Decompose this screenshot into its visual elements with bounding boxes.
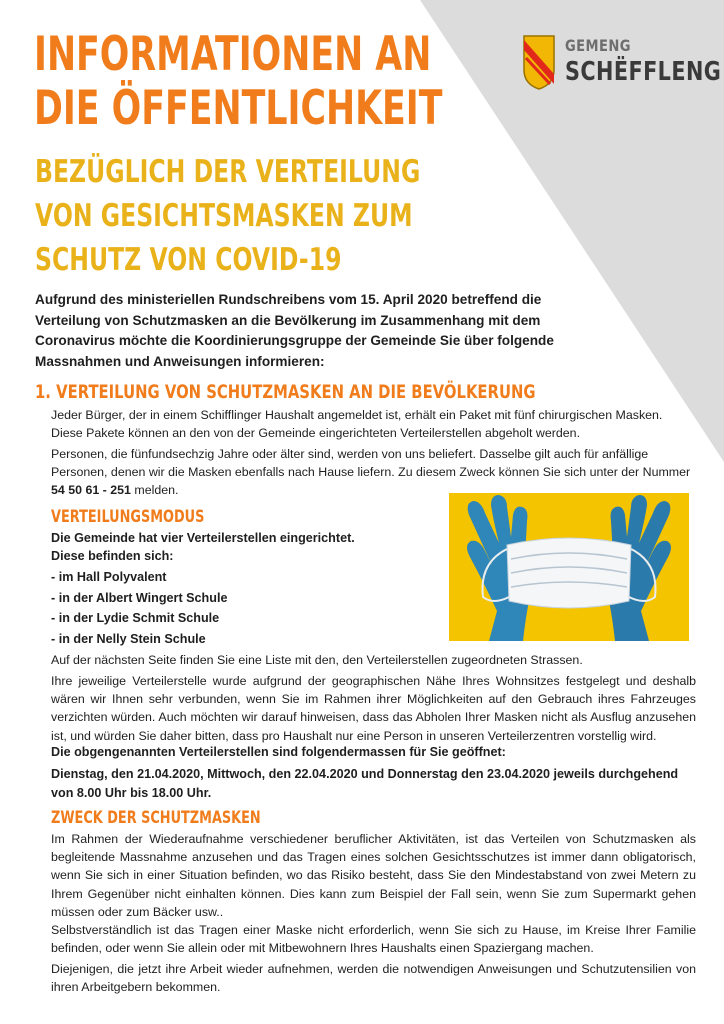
list-item: - in der Lydie Schmit Schule [51, 611, 220, 626]
zweck-paragraph2: Selbstverständlich ist das Tragen einer Maske nicht erforderlich, wenn Sie sich zu Hause, im Kreise Ihrer Familie befinden, oder wenn Sie allein oder mit Mitbewohnern Ihres Haushalts einen Spaziergang machen. [51, 923, 696, 956]
mask-photo [449, 493, 689, 641]
intro-paragraph: Aufgrund des ministeriellen Rundschreibens vom 15. April 2020 betreffend die Verteilung von Schutzmasken an die Bevölkerung im Zusammenhang mit dem Coronavirus möchte die Koordinierungsgruppe der Gemeinde Sie über folgende Massnahmen und Anweisungen informieren: [35, 292, 554, 369]
section1-paragraph2 [51, 445, 699, 500]
opening-intro: Die obgengenannten Verteilerstellen sind folgendermassen für Sie geöffnet: [51, 745, 506, 759]
municipality-logo [522, 32, 722, 92]
modus-list-paragraph: Auf der nächsten Seite finden Sie eine Liste mit den, den Verteilerstellen zugeordneten Strassen. [51, 653, 583, 667]
list-item: - in der Albert Wingert Schule [51, 590, 228, 605]
subtitle [35, 150, 420, 282]
modus-line1: Die Gemeinde hat vier Verteilerstellen eingerichtet. [51, 531, 355, 545]
section1-paragraph2-end: melden. [134, 483, 179, 498]
coat-of-arms-icon [522, 34, 556, 90]
zweck-heading: ZWECK DER SCHUTZMASKEN [51, 808, 261, 827]
opening-dates: Dienstag, den 21.04.2020, Mittwoch, den 22.04.2020 und Donnerstag den 23.04.2020 jeweils durchgehend von 8.00 Uhr bis 18.00 Uhr. [51, 767, 679, 800]
section1-paragraph1: Jeder Bürger, der in einem Schifflinger Haushalt angemeldet ist, erhält ein Paket mit fünf chirurgischen Masken. Diese Pakete können an den von der Gemeinde eingerichteten Verteilerstellen abgeholt werden. [51, 408, 663, 441]
main-title [34, 28, 442, 136]
subtitle-line3: SCHUTZ VON COVID-19 [35, 242, 342, 278]
distribution-points-list [51, 567, 227, 649]
title-line1: INFORMATIONEN AN [34, 27, 432, 82]
modus-line2: Diese befinden sich: [51, 549, 174, 563]
title-line2: DIE ÖFFENTLICHKEIT [34, 81, 443, 136]
list-item: - in der Nelly Stein Schule [51, 631, 206, 646]
logo-line1: GEMENG [565, 36, 631, 55]
subtitle-line2: VON GESICHTSMASKEN ZUM [35, 198, 413, 234]
list-item: - im Hall Polyvalent [51, 570, 167, 584]
section1-paragraph2-text: Personen, die fünfundsechzig Jahre oder älter sind, werden von uns beliefert. Dasselbe gilt auch für anfällige Personen, denen wir die Masken ebenfalls nach Hause liefern. Zu diesem Zweck können Sie sich unter der Nummer [51, 447, 691, 480]
phone-number: 54 50 61 - 251 [51, 483, 131, 498]
modus-info-paragraph: Ihre jeweilige Verteilerstelle wurde aufgrund der geographischen Nähe Ihres Wohnsitzes festgelegt und deshalb wären wir Ihnen sehr verbunden, wenn Sie im Rahmen ihrer Möglichkeiten auf den Gebrauch ihres Fahrzeuges verzichten würden. Auch möchten wir darauf hinweisen, dass das Abholen Ihrer Masken nicht als Ausflug anzusehen ist, und würden Sie daher bitten, dass pro Haushalt nur eine Person in unseren Verteilerzentren vorstellig wird. [51, 674, 696, 743]
section1-heading: 1. VERTEILUNG VON SCHUTZMASKEN AN DIE BEVÖLKERUNG [35, 381, 536, 403]
modus-heading: VERTEILUNGSMODUS [51, 507, 205, 526]
logo-line2: SCHËFFLENG [565, 57, 722, 87]
subtitle-line1: BEZÜGLICH DER VERTEILUNG [35, 154, 421, 190]
zweck-paragraph3: Diejenigen, die jetzt ihre Arbeit wieder aufnehmen, werden die notwendigen Anweisungen und Schutzutensilien von ihren Arbeitgebern bekommen. [51, 962, 696, 995]
zweck-paragraph1: Im Rahmen der Wiederaufnahme verschiedener beruflicher Aktivitäten, ist das Verteilen von Schutzmasken als begleitende Massnahme anzusehen und das Tragen eines solchen Gesichtsschutzes ist immer dann obligatorisch, wenn Sie sich in einer Situation befinden, wo das Risiko besteht, dass Sie den Mindestabstand von zwei Metern zu Ihrem Gegenüber nicht einhalten können. Dies kann zum Beispiel der Fall sein, wenn Sie zum Supermarkt gehen müssen oder zum Bäcker usw.. [51, 832, 696, 919]
